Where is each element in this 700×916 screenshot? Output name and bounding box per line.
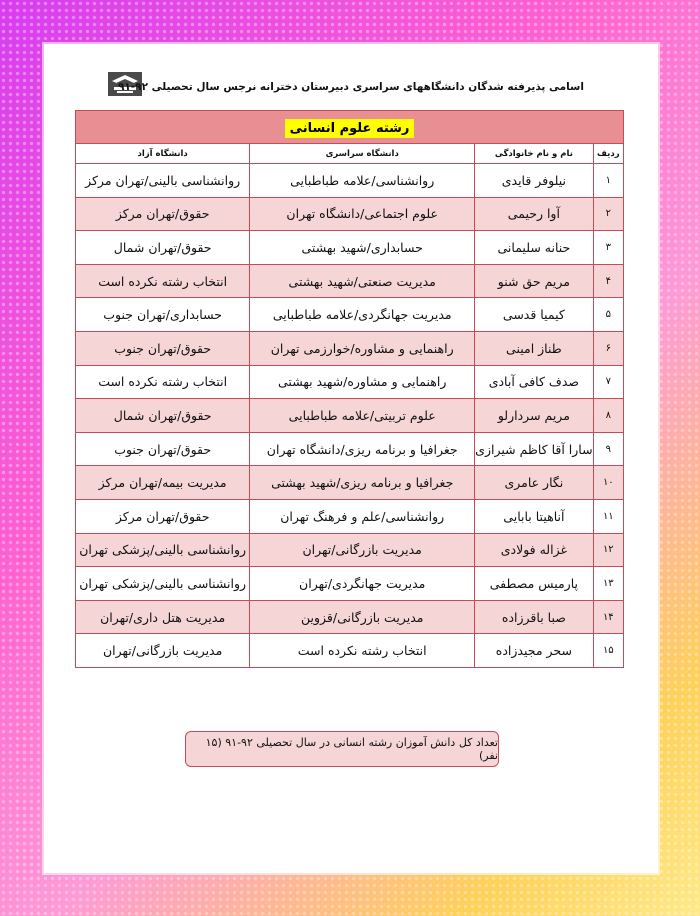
- cell-name: حنانه سلیمانی: [475, 231, 594, 265]
- table-row: [76, 634, 624, 668]
- table-row: [76, 567, 624, 601]
- table-row: [76, 533, 624, 567]
- cell-national-university: مدیریت بازرگانی/تهران: [250, 533, 475, 567]
- cell-azad-university: روانشناسی بالینی/پزشکی تهران: [76, 567, 250, 601]
- table-body: [76, 164, 624, 668]
- table-row: [76, 600, 624, 634]
- summary-box: [185, 731, 499, 767]
- cell-name: سارا آقا کاظم شیرازی: [475, 432, 594, 466]
- cell-national-university: انتخاب رشته نکرده است: [250, 634, 475, 668]
- table-row: [76, 432, 624, 466]
- cell-national-university: حسابداری/شهید بهشتی: [250, 231, 475, 265]
- cell-index: ۲: [593, 197, 623, 231]
- cell-national-university: روانشناسی/علامه طباطبایی: [250, 164, 475, 198]
- cell-azad-university: حقوق/تهران شمال: [76, 231, 250, 265]
- column-header-azad-university: دانشگاه آزاد: [76, 144, 250, 164]
- column-header-national-university: دانشگاه سراسری: [250, 144, 475, 164]
- cell-name: صبا باقرزاده: [475, 600, 594, 634]
- cell-name: آوا رحیمی: [475, 197, 594, 231]
- cell-azad-university: حسابداری/تهران جنوب: [76, 298, 250, 332]
- cell-index: ۱۱: [593, 499, 623, 533]
- table-row: [76, 499, 624, 533]
- cell-azad-university: حقوق/تهران جنوب: [76, 331, 250, 365]
- cell-national-university: علوم اجتماعی/دانشگاه تهران: [250, 197, 475, 231]
- table-row: [76, 399, 624, 433]
- cell-index: ۷: [593, 365, 623, 399]
- cell-name: نگار عامری: [475, 466, 594, 500]
- cell-name: نیلوفر قایدی: [475, 164, 594, 198]
- cell-azad-university: انتخاب رشته نکرده است: [76, 264, 250, 298]
- cell-azad-university: روانشناسی بالینی/تهران مرکز: [76, 164, 250, 198]
- column-header-index: ردیف: [593, 144, 623, 164]
- table-header-row: [76, 144, 624, 164]
- summary-text: تعداد کل دانش آموزان رشته انسانی در سال تحصیلی ۹۲-۹۱ (۱۵ نفر): [205, 736, 498, 762]
- cell-name: مریم سردارلو: [475, 399, 594, 433]
- table-row: [76, 331, 624, 365]
- table-row: [76, 365, 624, 399]
- cell-azad-university: حقوق/تهران شمال: [76, 399, 250, 433]
- cell-name: مریم حق شنو: [475, 264, 594, 298]
- cell-name: آناهیتا بابایی: [475, 499, 594, 533]
- cell-national-university: مدیریت جهانگردی/تهران: [250, 567, 475, 601]
- cell-national-university: راهنمایی و مشاوره/شهید بهشتی: [250, 365, 475, 399]
- cell-index: ۱: [593, 164, 623, 198]
- cell-national-university: جغرافیا و برنامه ریزی/دانشگاه تهران: [250, 432, 475, 466]
- cell-national-university: جغرافیا و برنامه ریزی/شهید بهشتی: [250, 466, 475, 500]
- cell-azad-university: انتخاب رشته نکرده است: [76, 365, 250, 399]
- cell-azad-university: حقوق/تهران مرکز: [76, 197, 250, 231]
- cell-name: پارمیس مصطفی: [475, 567, 594, 601]
- cell-azad-university: حقوق/تهران مرکز: [76, 499, 250, 533]
- cell-name: صدف کافی آبادی: [475, 365, 594, 399]
- cell-index: ۱۰: [593, 466, 623, 500]
- cell-name: سحر مجیدزاده: [475, 634, 594, 668]
- cell-name: کیمیا قدسی: [475, 298, 594, 332]
- table-row: [76, 197, 624, 231]
- column-header-name: نام و نام خانوادگی: [475, 144, 594, 164]
- cell-index: ۳: [593, 231, 623, 265]
- table-row: [76, 264, 624, 298]
- cell-national-university: علوم تربیتی/علامه طباطبایی: [250, 399, 475, 433]
- cell-azad-university: مدیریت بیمه/تهران مرکز: [76, 466, 250, 500]
- table-row: [76, 231, 624, 265]
- cell-index: ۴: [593, 264, 623, 298]
- cell-national-university: مدیریت جهانگردی/علامه طباطبایی: [250, 298, 475, 332]
- cell-national-university: مدیریت صنعتی/شهید بهشتی: [250, 264, 475, 298]
- cell-name: غزاله فولادی: [475, 533, 594, 567]
- cell-name: طناز امینی: [475, 331, 594, 365]
- cell-national-university: راهنمایی و مشاوره/خوارزمی تهران: [250, 331, 475, 365]
- cell-index: ۱۲: [593, 533, 623, 567]
- cell-index: ۵: [593, 298, 623, 332]
- document-page: [44, 44, 658, 873]
- table-row: [76, 298, 624, 332]
- document-title: اسامی پذیرفته شدگان دانشگاههای سراسری دبیرستان دخترانه نرجس سال تحصیلی ۹۲-۹۱: [117, 81, 584, 93]
- table-row: [76, 466, 624, 500]
- table-caption: رشته علوم انسانی: [285, 119, 415, 138]
- cell-national-university: مدیریت بازرگانی/قزوین: [250, 600, 475, 634]
- cell-index: ۱۳: [593, 567, 623, 601]
- document-header: [104, 74, 584, 100]
- cell-index: ۱۵: [593, 634, 623, 668]
- cell-azad-university: مدیریت بازرگانی/تهران: [76, 634, 250, 668]
- cell-national-university: روانشناسی/علم و فرهنگ تهران: [250, 499, 475, 533]
- table-caption-row: [76, 111, 624, 144]
- cell-index: ۹: [593, 432, 623, 466]
- cell-azad-university: روانشناسی بالینی/پزشکی تهران: [76, 533, 250, 567]
- cell-azad-university: مدیریت هتل داری/تهران: [76, 600, 250, 634]
- admissions-table: [75, 110, 624, 668]
- cell-azad-university: حقوق/تهران جنوب: [76, 432, 250, 466]
- cell-index: ۶: [593, 331, 623, 365]
- table-row: [76, 164, 624, 198]
- cell-index: ۱۴: [593, 600, 623, 634]
- cell-index: ۸: [593, 399, 623, 433]
